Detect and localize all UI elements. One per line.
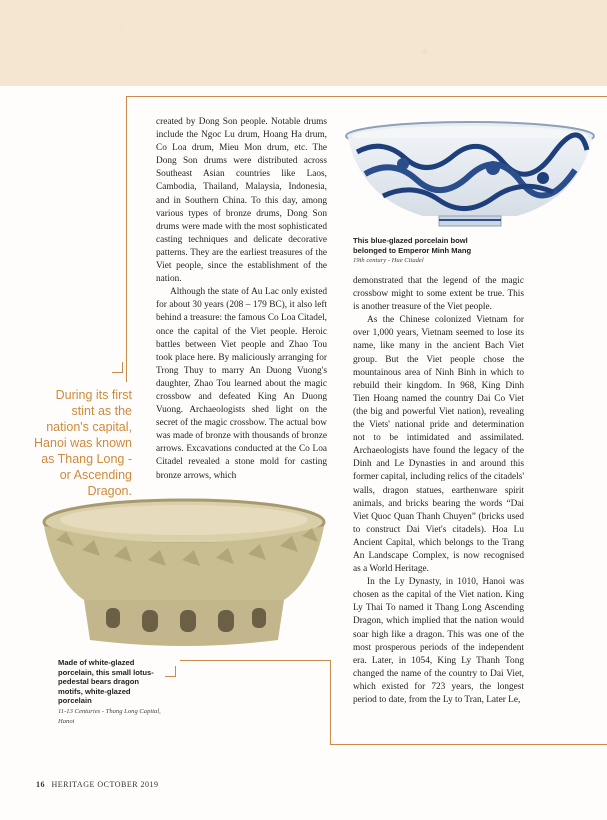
frame-line-bottom (330, 744, 607, 745)
pull-quote: During its first stint as the nation's capital, Hanoi was known as Thang Long - or Ascending Dragon. (34, 388, 132, 498)
blue-porcelain-bowl-image (343, 118, 597, 232)
lotus-pedestal-image (34, 490, 334, 656)
caption-meta: 19th century - Hue Citadel (353, 257, 424, 265)
paragraph: demonstrated that the legend of the magic crossbow might to some extent be true. This is another treasure of the Viet people. (353, 276, 524, 313)
article-column-1 (156, 116, 327, 483)
caption-bowl (353, 236, 503, 266)
frame-line-right-vertical (330, 660, 331, 745)
frame-line-mid (180, 660, 331, 661)
paragraph: In the Ly Dynasty, in 1010, Hanoi was chosen as the capital of the Viet nation. King Ly Thai To named it Thang Long Ascending Dragon, which implied that the nation would soar high like a dragon. This was one of the most prosperous periods of the independent era. Later, in 1054, King Ly Thanh Tong changed the name of the country to Dai Viet, which existed for 723 years, the longest period to date, from the Ly to Tran, Later Le, (353, 577, 524, 705)
magazine-issue: HERITAGE OCTOBER 2019 (51, 780, 159, 789)
caption-title: Made of white-glazed porcelain, this small lotus-pedestal bears dragon motifs, white-glazed porcelain (58, 658, 154, 706)
page-footer (36, 780, 159, 789)
paragraph: Although the state of Au Lac only existed for about 30 years (208 – 179 BC), it also left behind a treasure: the famous Co Loa Citadel, once the capital of the Viet people. Heroic battles between Viet people and Zhao Tou took place here. By maliciously arranging for Trong Thuy to marry An Duong Vuong's daughter, Zhao Tou learned about the magic crossbow and defeated King An Duong Vuong. Archaeologists shed light on the secret of the magic crossbow. The actual bow was made of bronze with thousands of bronze arrows. Excavations conducted at the Co Loa Citadel revealed a stone mold for casting bronze arrows, which (156, 287, 327, 481)
corner-mark-pullquote (112, 362, 123, 373)
caption-title: This blue-glazed porcelain bowl belonged to Emperor Minh Mang (353, 236, 472, 255)
frame-line-top (126, 96, 607, 97)
page-number: 16 (36, 780, 45, 789)
paragraph: As the Chinese colonized Vietnam for over 1,000 years, Vietnam seemed to lose its name, like many in the ancient Bach Viet group. But the Viet people chose the mountainous area of Ninh Binh in which to rebuild their kingdom. In 968, King Dinh Tien Hoang named the country Dai Co Viet (the big and powerful Viet nation), revealing the Viets' national pride and determination not to be intimidated and assimilated. Archaeologists have found the legacy of the Dinh and Le Dynasties in and around this former capital, including relics of the citadels' walls, dragon statues, earthenware spirit animals, and bricks bearing the words “Dai Viet Quoc Quan Thanh Chuyen” (bricks used to construct Dai Viet's citadels). Hoa Lu Ancient Capital, which belongs to the Trang An Landscape Complex, is now recognised as a World Heritage. (353, 315, 524, 575)
frame-line-left (126, 96, 127, 382)
caption-pedestal (58, 658, 166, 726)
article-column-2 (353, 275, 524, 707)
caption-meta: 11-13 Centuries - Thang Long Capital, Hanoi (58, 707, 161, 725)
decorative-header-band (0, 0, 607, 86)
paragraph: created by Dong Son people. Notable drums include the Ngoc Lu drum, Hoang Ha drum, Co Loa drum, Mieu Mon drum, etc. The Dong Son drums were distributed across Southeast Asian countries like Laos, Cambodia, Thailand, Malaysia, Indonesia, and in Southern China. To this day, among various types of bronze drums, Dong Son drums were made with the most sophisticated casting techniques and delicate decorative patterns. They are the earliest treasures of the Viet people, since the establishment of the nation. (156, 117, 327, 285)
corner-mark-pedestal (165, 666, 176, 677)
